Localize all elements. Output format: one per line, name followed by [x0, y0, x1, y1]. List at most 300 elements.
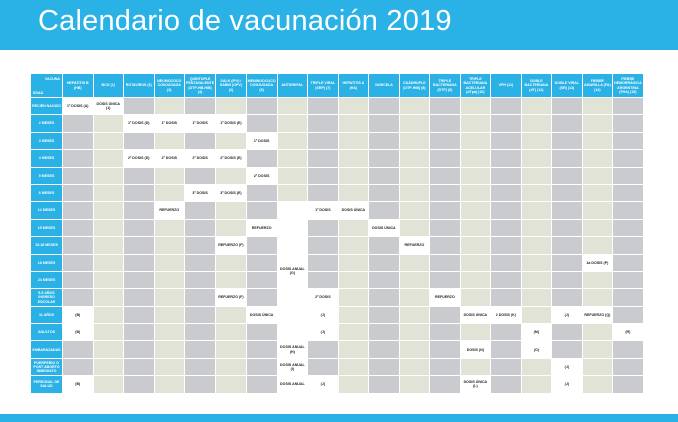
dose-cell: (R) — [613, 324, 643, 340]
empty-cell — [124, 272, 154, 288]
empty-cell — [583, 115, 613, 131]
empty-cell — [155, 376, 185, 392]
empty-cell — [552, 168, 582, 184]
column-header: ANTIGRIPAL — [278, 74, 308, 97]
empty-cell — [94, 115, 124, 131]
empty-cell — [124, 376, 154, 392]
empty-cell — [63, 289, 93, 305]
dose-cell: 2 DOSIS (K) — [491, 307, 521, 323]
column-header: ROTAVIRUS (3) — [124, 74, 154, 97]
empty-cell — [278, 133, 308, 149]
dose-cell: 1º DOSIS — [308, 202, 338, 218]
empty-cell — [613, 376, 643, 392]
empty-cell — [522, 255, 552, 271]
empty-cell — [522, 237, 552, 253]
empty-cell — [522, 133, 552, 149]
empty-cell — [63, 272, 93, 288]
empty-cell — [400, 376, 430, 392]
table-row — [31, 324, 643, 340]
empty-cell — [613, 289, 643, 305]
empty-cell — [94, 272, 124, 288]
empty-cell — [339, 237, 369, 253]
age-label: 6 MESES — [31, 185, 62, 201]
empty-cell — [63, 220, 93, 236]
empty-cell — [552, 272, 582, 288]
empty-cell — [185, 237, 215, 253]
empty-cell — [491, 185, 521, 201]
empty-cell — [94, 133, 124, 149]
empty-cell — [613, 168, 643, 184]
dose-cell: DOSIS ÚNICA — [461, 307, 491, 323]
empty-cell — [155, 341, 185, 357]
empty-cell — [124, 289, 154, 305]
empty-cell — [308, 359, 338, 375]
empty-cell — [339, 324, 369, 340]
empty-cell — [400, 133, 430, 149]
dose-cell: REFUERZO — [247, 220, 277, 236]
empty-cell — [278, 150, 308, 166]
empty-cell — [339, 133, 369, 149]
empty-cell — [583, 272, 613, 288]
empty-cell — [155, 185, 185, 201]
empty-cell — [522, 220, 552, 236]
corner-edad-label: EDAD — [33, 90, 44, 95]
empty-cell — [430, 115, 460, 131]
empty-cell — [461, 202, 491, 218]
age-label: 12 MESES — [31, 202, 62, 218]
empty-cell — [124, 168, 154, 184]
empty-cell — [583, 341, 613, 357]
dose-cell: REFUERZO — [430, 289, 460, 305]
empty-cell — [63, 115, 93, 131]
dose-cell: DOSIS ÚNICA (L) — [461, 376, 491, 392]
empty-cell — [247, 341, 277, 357]
empty-cell — [124, 237, 154, 253]
empty-cell — [369, 255, 399, 271]
age-label: 15-18 MESES — [31, 237, 62, 253]
empty-cell — [461, 98, 491, 114]
column-header: SALK (IPV) / SABIN (OPV) (3) — [216, 74, 246, 97]
empty-cell — [155, 220, 185, 236]
empty-cell — [247, 237, 277, 253]
empty-cell — [339, 220, 369, 236]
empty-cell — [522, 202, 552, 218]
empty-cell — [124, 359, 154, 375]
empty-cell — [430, 237, 460, 253]
empty-cell — [522, 272, 552, 288]
empty-cell — [124, 324, 154, 340]
empty-cell — [247, 115, 277, 131]
empty-cell — [94, 307, 124, 323]
column-header: QUÍNTUPLE PENTAVALENTE (DTP-HB-HIB) (4) — [185, 74, 215, 97]
age-label: 5-6 AÑOS INGRESO ESCOLAR — [31, 289, 62, 305]
dose-cell: DOSIS ANUAL (H) — [278, 341, 308, 357]
empty-cell — [247, 98, 277, 114]
empty-cell — [369, 341, 399, 357]
dose-cell: 1º DOSIS — [155, 115, 185, 131]
empty-cell — [583, 220, 613, 236]
column-header: DOBLE VIRAL (SR) (13) — [552, 74, 582, 97]
age-label: EMBARAZADAS — [31, 341, 62, 357]
empty-cell — [583, 133, 613, 149]
age-label: 11 AÑOS — [31, 307, 62, 323]
empty-cell — [339, 98, 369, 114]
dose-cell: (O) — [522, 341, 552, 357]
page-title: Calendario de vacunación 2019 — [38, 5, 452, 37]
empty-cell — [369, 324, 399, 340]
empty-cell — [185, 324, 215, 340]
empty-cell — [461, 150, 491, 166]
empty-cell — [400, 150, 430, 166]
empty-cell — [522, 307, 552, 323]
empty-cell — [461, 133, 491, 149]
empty-cell — [430, 341, 460, 357]
empty-cell — [613, 220, 643, 236]
empty-cell — [613, 359, 643, 375]
empty-cell — [216, 307, 246, 323]
empty-cell — [400, 255, 430, 271]
empty-cell — [247, 150, 277, 166]
age-label: RECIÉN NACIDO — [31, 98, 62, 114]
table-row — [31, 289, 643, 305]
table-row — [31, 133, 643, 149]
column-header: TRIPLE BACTERIANA (DTP) (9) — [430, 74, 460, 97]
empty-cell — [185, 168, 215, 184]
empty-cell — [278, 115, 308, 131]
empty-cell — [613, 98, 643, 114]
empty-cell — [461, 359, 491, 375]
column-header: FIEBRE AMARILLA (FA) (14) — [583, 74, 613, 97]
dose-cell: 3º DOSIS — [185, 185, 215, 201]
empty-cell — [308, 255, 338, 271]
empty-cell — [216, 133, 246, 149]
empty-cell — [247, 289, 277, 305]
empty-cell — [278, 98, 308, 114]
empty-cell — [308, 237, 338, 253]
empty-cell — [216, 98, 246, 114]
table-row — [31, 237, 643, 253]
empty-cell — [400, 202, 430, 218]
table-row — [31, 98, 643, 114]
empty-cell — [63, 185, 93, 201]
dose-cell: REFUERZO — [400, 237, 430, 253]
dose-cell: 2º DOSIS — [308, 289, 338, 305]
empty-cell — [369, 307, 399, 323]
corner-vacuna-label: VACUNA — [44, 77, 60, 81]
empty-cell — [491, 272, 521, 288]
dose-cell: REFUERZO (F) — [216, 289, 246, 305]
empty-cell — [552, 185, 582, 201]
empty-cell — [400, 220, 430, 236]
dose-cell: DOSIS (N) — [461, 341, 491, 357]
empty-cell — [552, 133, 582, 149]
empty-cell — [491, 324, 521, 340]
age-label: 2 MESES — [31, 115, 62, 131]
empty-cell — [94, 359, 124, 375]
empty-cell — [461, 220, 491, 236]
empty-cell — [216, 324, 246, 340]
empty-cell — [216, 376, 246, 392]
dose-cell: (J) — [552, 359, 582, 375]
empty-cell — [124, 220, 154, 236]
empty-cell — [491, 341, 521, 357]
empty-cell — [613, 150, 643, 166]
dose-cell: 2º DOSIS (D) — [124, 150, 154, 166]
dose-cell: 2º DOSIS (E) — [216, 150, 246, 166]
empty-cell — [400, 185, 430, 201]
empty-cell — [308, 168, 338, 184]
empty-cell — [430, 272, 460, 288]
empty-cell — [63, 150, 93, 166]
empty-cell — [155, 237, 185, 253]
empty-cell — [430, 202, 460, 218]
empty-cell — [461, 272, 491, 288]
empty-cell — [430, 220, 460, 236]
column-header: NEUMOCOCO CONJUGADA (3) — [155, 74, 185, 97]
empty-cell — [400, 359, 430, 375]
empty-cell — [339, 255, 369, 271]
empty-cell — [583, 359, 613, 375]
empty-cell — [94, 150, 124, 166]
empty-cell — [491, 133, 521, 149]
empty-cell — [216, 202, 246, 218]
empty-cell — [63, 202, 93, 218]
vaccination-calendar-table — [30, 73, 644, 394]
empty-cell — [583, 324, 613, 340]
empty-cell — [339, 115, 369, 131]
dose-cell: DOSIS ÚNICA — [339, 202, 369, 218]
age-label: 5 MESES — [31, 168, 62, 184]
dose-cell: (M) — [522, 324, 552, 340]
empty-cell — [94, 185, 124, 201]
table-row — [31, 272, 643, 288]
empty-cell — [430, 133, 460, 149]
dose-cell: (J) — [308, 376, 338, 392]
empty-cell — [552, 98, 582, 114]
empty-cell — [247, 359, 277, 375]
empty-cell — [400, 168, 430, 184]
dose-cell: (B) — [63, 324, 93, 340]
column-header: FIEBRE HEMORRÁGICA ARGENTINA (FHA) (15) — [613, 74, 643, 97]
empty-cell — [278, 168, 308, 184]
table-row — [31, 307, 643, 323]
dose-cell: REFUERZO (F) — [216, 237, 246, 253]
empty-cell — [522, 289, 552, 305]
empty-cell — [155, 98, 185, 114]
empty-cell — [216, 272, 246, 288]
empty-cell — [94, 376, 124, 392]
table-row — [31, 115, 643, 131]
dose-cell: (J) — [308, 307, 338, 323]
table-row — [31, 359, 643, 375]
empty-cell — [63, 255, 93, 271]
empty-cell — [185, 255, 215, 271]
empty-cell — [552, 289, 582, 305]
age-label: 3 MESES — [31, 133, 62, 149]
column-header: TRIPLE VIRAL (SRP) (7) — [308, 74, 338, 97]
empty-cell — [308, 98, 338, 114]
empty-cell — [552, 150, 582, 166]
empty-cell — [339, 150, 369, 166]
bottom-bar — [0, 414, 678, 422]
empty-cell — [339, 289, 369, 305]
empty-cell — [185, 359, 215, 375]
table-row — [31, 255, 643, 271]
empty-cell — [522, 168, 552, 184]
empty-cell — [613, 202, 643, 218]
column-header: CUÁDRUPLE (DTP-HIB) (8) — [400, 74, 430, 97]
empty-cell — [185, 307, 215, 323]
empty-cell — [430, 255, 460, 271]
empty-cell — [491, 98, 521, 114]
empty-cell — [308, 115, 338, 131]
empty-cell — [552, 115, 582, 131]
empty-cell — [124, 307, 154, 323]
empty-cell — [491, 237, 521, 253]
empty-cell — [308, 133, 338, 149]
empty-cell — [400, 272, 430, 288]
empty-cell — [216, 341, 246, 357]
empty-cell — [491, 150, 521, 166]
empty-cell — [369, 115, 399, 131]
empty-cell — [339, 359, 369, 375]
empty-cell — [613, 185, 643, 201]
dose-cell: DOSIS ÚNICA — [247, 307, 277, 323]
empty-cell — [400, 98, 430, 114]
empty-cell — [522, 115, 552, 131]
empty-cell — [430, 359, 460, 375]
empty-cell — [491, 359, 521, 375]
empty-cell — [613, 341, 643, 357]
dose-cell: 1º DOSIS (A) — [63, 98, 93, 114]
dose-cell: 2º DOSIS — [185, 150, 215, 166]
empty-cell — [430, 150, 460, 166]
empty-cell — [155, 359, 185, 375]
dose-cell: 2º DOSIS — [247, 168, 277, 184]
antigripal-annual-dose-cell: DOSIS ANUAL (G) — [278, 202, 308, 340]
dose-cell: 1º DOSIS — [185, 115, 215, 131]
dose-cell: 1º DOSIS — [247, 133, 277, 149]
empty-cell — [613, 133, 643, 149]
empty-cell — [369, 376, 399, 392]
empty-cell — [613, 115, 643, 131]
dose-cell: REFUERZO — [155, 202, 185, 218]
empty-cell — [400, 115, 430, 131]
empty-cell — [583, 376, 613, 392]
empty-cell — [491, 220, 521, 236]
empty-cell — [369, 150, 399, 166]
empty-cell — [369, 237, 399, 253]
age-label: 18 MESES — [31, 255, 62, 271]
empty-cell — [339, 272, 369, 288]
empty-cell — [247, 272, 277, 288]
empty-cell — [216, 168, 246, 184]
age-label: PUERPERIO O POST ABORTO INMEDIATO — [31, 359, 62, 375]
empty-cell — [155, 133, 185, 149]
empty-cell — [400, 341, 430, 357]
empty-cell — [430, 185, 460, 201]
table-row — [31, 185, 643, 201]
empty-cell — [522, 376, 552, 392]
empty-cell — [185, 202, 215, 218]
empty-cell — [185, 220, 215, 236]
empty-cell — [185, 376, 215, 392]
dose-cell: DOSIS ÚNICA — [369, 220, 399, 236]
empty-cell — [369, 133, 399, 149]
empty-cell — [308, 150, 338, 166]
empty-cell — [522, 359, 552, 375]
empty-cell — [185, 341, 215, 357]
empty-cell — [124, 255, 154, 271]
empty-cell — [583, 202, 613, 218]
empty-cell — [63, 168, 93, 184]
dose-cell: (B) — [63, 307, 93, 323]
empty-cell — [400, 289, 430, 305]
empty-cell — [216, 255, 246, 271]
empty-cell — [583, 98, 613, 114]
empty-cell — [583, 185, 613, 201]
empty-cell — [461, 185, 491, 201]
age-label: 24 MESES — [31, 272, 62, 288]
empty-cell — [522, 98, 552, 114]
dose-cell: 1a DOSIS (P) — [583, 255, 613, 271]
empty-cell — [185, 98, 215, 114]
empty-cell — [339, 341, 369, 357]
empty-cell — [63, 359, 93, 375]
empty-cell — [552, 255, 582, 271]
empty-cell — [461, 237, 491, 253]
empty-cell — [63, 133, 93, 149]
empty-cell — [552, 202, 582, 218]
empty-cell — [185, 133, 215, 149]
empty-cell — [155, 307, 185, 323]
column-header: TRIPLE BACTERIANA ACELULAR (dTpa) (10) — [461, 74, 491, 97]
dose-cell: (B) — [63, 376, 93, 392]
dose-cell: DOSIS ANUAL (I) — [278, 359, 308, 375]
empty-cell — [613, 237, 643, 253]
table-row — [31, 150, 643, 166]
column-header: MENINGOCOCO CONJUGADA (6) — [247, 74, 277, 97]
empty-cell — [94, 341, 124, 357]
empty-cell — [491, 289, 521, 305]
age-label: 15 MESES — [31, 220, 62, 236]
empty-cell — [613, 255, 643, 271]
column-header: VPH (11) — [491, 74, 521, 97]
table-row — [31, 376, 643, 392]
dose-cell: (J) — [308, 324, 338, 340]
empty-cell — [124, 185, 154, 201]
dose-cell: 3º DOSIS (E) — [216, 185, 246, 201]
empty-cell — [369, 168, 399, 184]
empty-cell — [308, 185, 338, 201]
corner-header — [31, 74, 62, 97]
column-header: DOBLE BACTERIANA (dT) (12) — [522, 74, 552, 97]
empty-cell — [369, 289, 399, 305]
dose-cell: (J) — [552, 307, 582, 323]
age-label: PERSONAL DE SALUD — [31, 376, 62, 392]
empty-cell — [124, 202, 154, 218]
empty-cell — [339, 307, 369, 323]
empty-cell — [247, 324, 277, 340]
empty-cell — [552, 220, 582, 236]
empty-cell — [491, 202, 521, 218]
empty-cell — [583, 168, 613, 184]
empty-cell — [247, 255, 277, 271]
empty-cell — [583, 150, 613, 166]
empty-cell — [308, 220, 338, 236]
empty-cell — [216, 220, 246, 236]
empty-cell — [339, 185, 369, 201]
